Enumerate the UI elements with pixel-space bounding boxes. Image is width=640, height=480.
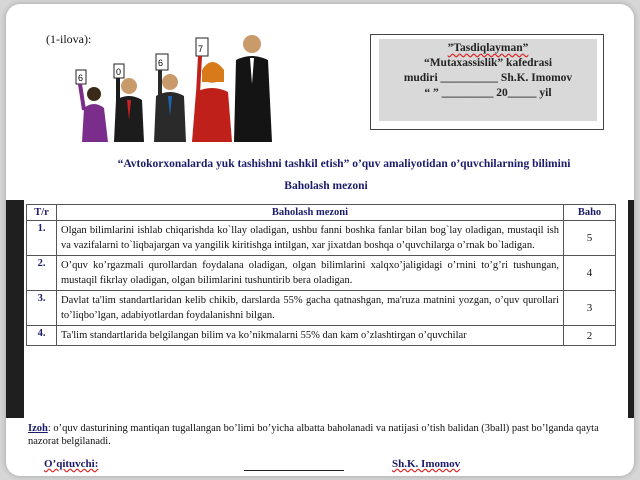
- table-row: [27, 256, 616, 291]
- row-grade: 3: [564, 291, 616, 326]
- svg-text:6: 6: [78, 73, 84, 83]
- approval-stamp: [379, 39, 597, 121]
- table-row: [27, 221, 616, 256]
- row-criteria: Olgan bilimlarini ishlab chiqarishda ko`llay oladigan, ushbu fanni boshka fanlar bilan bog`lay oladigan, mustaqil ish va vazifalarni to`liqbajargan va yangilik kiritishga intilgan, xar jixatdan boshqa o’quvchilarga o’rnak bo`ladigan.: [57, 221, 564, 256]
- table-header-row: [27, 205, 616, 221]
- row-criteria: O’quv ko’rgazmali qurollardan foydalana oladigan, olgan bilimlarini xalqxo’jaligidagi o’rnini to’g’ri tushungan, mustaqil fikrlay oladigan, olgan bilimlarini tushuntirib bera oladigan.: [57, 256, 564, 291]
- annex-label: (1-ilova):: [46, 32, 92, 46]
- approval-box: [370, 34, 604, 130]
- document-title: “Avtokorxonalarda yuk tashishni tashkil etish” o’quv amaliyotidan o’quvchilarning bilimini: [117, 158, 571, 170]
- row-grade: 5: [564, 221, 616, 256]
- row-number: 2.: [27, 256, 57, 291]
- row-criteria: Davlat ta'lim standartlaridan kelib chikib, darslarda 55% gacha qatnashgan, ma'ruza matnini yozgan, o’quv qurollari to’liqbo’lgan, adabiyotlardan foydalanishni bilgan.: [57, 291, 564, 326]
- signature-role: O’qituvchi:: [44, 458, 99, 470]
- header-criteria: Baholash mezoni: [57, 205, 564, 221]
- svg-text:7: 7: [198, 44, 204, 54]
- document-page: [24, 12, 628, 474]
- table-row: [27, 291, 616, 326]
- note-label: Izoh: [28, 423, 48, 434]
- document-subtitle: Baholash mezoni: [284, 180, 368, 192]
- signature-line: [244, 470, 344, 471]
- note-paragraph: [28, 422, 618, 448]
- voting-people-clipart: [74, 24, 274, 142]
- note-text: : o’quv dasturining mantiqan tugallangan bo’limi bo’yicha albatta baholanadi va natijasi o’tish balidan (3ball) past bo’lganda qayta nazorat belgilanadi.: [28, 423, 599, 447]
- svg-text:6: 6: [158, 58, 164, 68]
- header-grade: Baho: [564, 205, 616, 221]
- slide: [6, 4, 634, 476]
- row-number: 4.: [27, 326, 57, 346]
- row-number: 1.: [27, 221, 57, 256]
- approval-line-1: ”Tasdiqlayman”: [447, 42, 529, 54]
- table-row: [27, 326, 616, 346]
- row-number: 3.: [27, 291, 57, 326]
- row-criteria: Ta'lim standartlarida belgilangan bilim va ko’nikmalarni 55% dan kam o’zlashtirgan o’quvchilar: [57, 326, 564, 346]
- approval-line-3: mudiri __________ Sh.K. Imomov: [403, 72, 573, 84]
- svg-text:0: 0: [116, 67, 122, 77]
- approval-line-4: “ ” _________ 20_____ yil: [424, 87, 552, 99]
- criteria-table: [26, 204, 616, 346]
- header-number: T/r: [27, 205, 57, 221]
- row-grade: 4: [564, 256, 616, 291]
- signature-name: Sh.K. Imomov: [392, 458, 461, 470]
- row-grade: 2: [564, 326, 616, 346]
- approval-line-2: “Mutaxassislik” kafedrasi: [423, 57, 553, 69]
